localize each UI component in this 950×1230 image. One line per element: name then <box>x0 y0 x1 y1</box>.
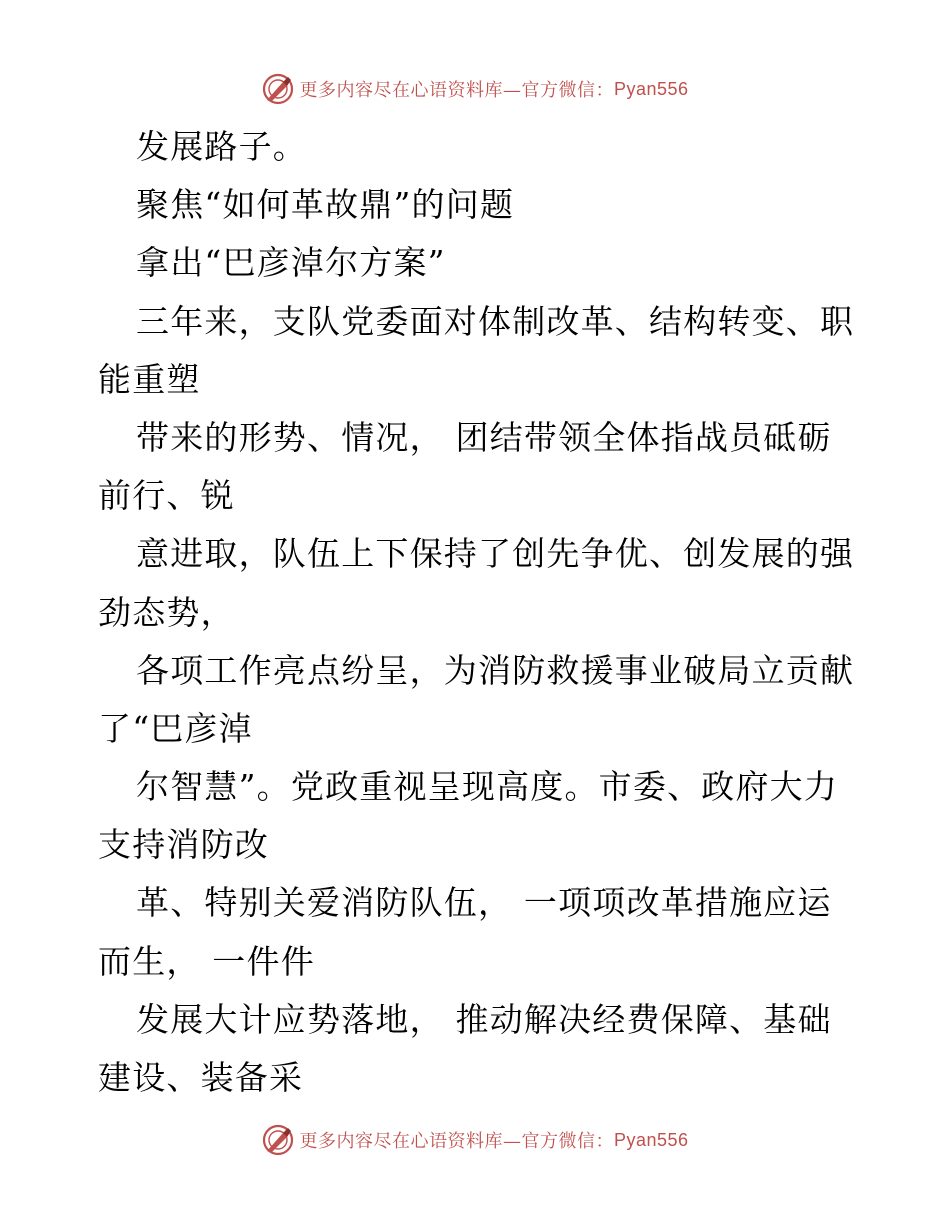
paragraph-line: 聚焦“如何革故鼎”的问题 <box>136 185 515 225</box>
watermark-wechat-id: Pyan556 <box>613 78 689 99</box>
paragraph-line: 发展路子。 <box>136 127 307 166</box>
document-body <box>98 118 858 1107</box>
watermark-text: 更多内容尽在心语资料库—官方微信： <box>299 80 614 101</box>
pen-logo-icon <box>261 1123 295 1157</box>
paragraph-line: 了“巴彦淖 <box>98 708 253 748</box>
paragraph-line: 革、特别关爱消防队伍， 一项项改革措施应运 <box>136 883 832 923</box>
header-watermark <box>0 72 950 106</box>
paragraph-line: 意进取，队伍上下保持了创先争优、创发展的强 <box>136 534 855 574</box>
paragraph-line: 尔智慧”。党政重视呈现高度。市委、政府大力 <box>136 767 839 807</box>
watermark-wechat-id: Pyan556 <box>613 1129 689 1150</box>
paragraph-line: 前行、锐 <box>98 476 235 516</box>
paragraph-line: 拿出“巴彦淖尔方案” <box>136 243 446 283</box>
paragraph-line: 三年来，支队党委面对体制改革、结构转变、职 <box>136 301 855 341</box>
paragraph-line: 带来的形势、情况， 团结带领全体指战员砥砺 <box>136 417 832 457</box>
paragraph-line: 劲态势， <box>98 592 235 632</box>
paragraph-line: 而生， 一件件 <box>98 941 315 981</box>
paragraph-line: 建设、装备采 <box>98 1058 304 1097</box>
paragraph-line: 发展大计应势落地， 推动解决经费保障、基础 <box>136 999 832 1039</box>
paragraph-line: 各项工作亮点纷呈，为消防救援事业破局立贡献 <box>136 650 855 690</box>
watermark-text: 更多内容尽在心语资料库—官方微信： <box>299 1131 614 1152</box>
paragraph-line: 能重塑 <box>98 359 201 399</box>
footer-watermark <box>0 1123 950 1157</box>
pen-logo-icon <box>261 72 295 106</box>
paragraph-line: 支持消防改 <box>98 825 269 865</box>
